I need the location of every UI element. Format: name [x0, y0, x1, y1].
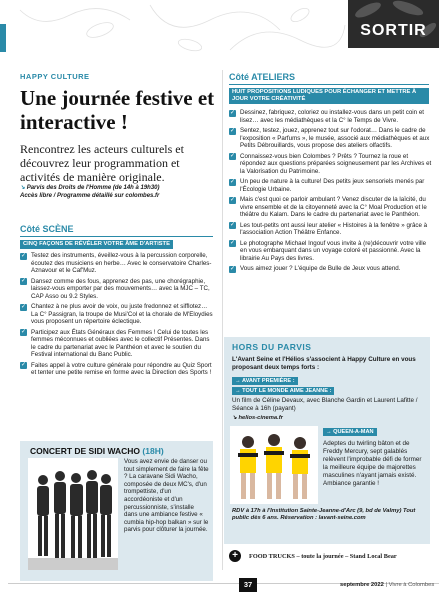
list-item — [229, 196, 432, 219]
check-icon: ✓ — [229, 222, 236, 228]
check-icon: ✓ — [229, 153, 236, 159]
concert-title — [30, 446, 164, 456]
list-item-text: Chantez à ne plus avoir de voix, ou juste fredonnez et sifflotez… La C° Passigran, la troupe de Musi'Col et la chorale de M'Eloydies vous proposent un répertoire éclectique. — [31, 303, 213, 325]
check-icon: ✓ — [229, 196, 236, 203]
section-banner — [348, 0, 439, 48]
list-item — [20, 329, 215, 359]
list-item-text: Faites appel à votre culture générale pour répondre au Quiz Sport et tenter une petite remise en forme avec la Direction des Sports ! — [31, 361, 212, 376]
banner-label: SORTIR — [360, 22, 427, 39]
list-item — [229, 240, 432, 263]
majorettes-photo — [230, 426, 318, 504]
list-item-text: Le photographe Michael Ingouf vous invite à (re)découvrir votre ville en vous embarquant dans un voyage coloré et passionné. Avec la librairie Au Pays des livres. — [240, 239, 427, 262]
list-item-text: Dansez comme des fous, apprenez des pas, une chorégraphie, laissez-vous emporter par des mouvements… avec la MJC – TC, CAP Asso ou 9.2 Styles. — [31, 277, 210, 300]
film-link[interactable]: ↘ helios-cinema.fr — [232, 415, 283, 421]
parvis-title: HORS DU PARVIS — [232, 342, 312, 352]
list-item-text: Les tout-petits ont aussi leur atelier « Histoires à la fenêtre » grâce à l'association Action Théâtre Enfance. — [240, 221, 428, 236]
list-item — [20, 303, 215, 326]
check-icon: ✓ — [20, 303, 27, 310]
concert-title-main: CONCERT DE SIDI WACHO — [30, 446, 141, 456]
list-item — [20, 252, 215, 275]
check-icon: ✓ — [229, 240, 236, 246]
plus-icon: + — [229, 550, 241, 562]
list-item-text: Dessinez, fabriquez, coloriez ou installez-vous dans un petit coin et lisez… avec les médiathèques et la C° le Temps de Vivre. — [240, 109, 425, 124]
list-item — [229, 178, 432, 193]
footer-publication: | Vivre à Colombes — [385, 582, 435, 588]
list-item — [229, 265, 432, 273]
leaf-decoration — [0, 0, 348, 62]
food-trucks-text: FOOD TRUCKS – toute la journée – Stand Local Bear — [249, 552, 397, 560]
event-info-line2: Accès libre / Programme détaillé sur colombes.fr — [20, 192, 160, 199]
list-item-text: Participez aux États Généraux des Femmes ! Celui de toutes les femmes méconnues et oubliées avec le collectif Présentes. Dans le cadre du partenariat avec le Panthéon et avec le soutien du Festival international du Banc Public. — [31, 328, 210, 358]
list-item-text: Connaissez-vous bien Colombes ? Prêts ? Tournez la roue et répondez aux questions préparées soigneusement par les Archives et la Valorisation du Patrimoine. — [240, 152, 432, 175]
divider — [229, 84, 429, 85]
list-item-text: Sentez, testez, jouez, apprenez tout sur l'odorat… Dans le cadre de l'exposition « Parfums », le musée, associé aux médiathèques et aux Petits Débrouillards, vous propose des ateliers olfactifs. — [240, 127, 430, 149]
concert-title-hour: (18H) — [142, 446, 164, 456]
parvis-intro: L'Avant Seine et l'Hélios s'associent à Happy Culture en vous proposant deux temps forts : — [232, 356, 416, 371]
page-number: 37 — [239, 578, 257, 592]
ateliers-title: Côté ATELIERS — [229, 72, 296, 82]
intro-text: Rencontrez les acteurs culturels et découvrez leur programmation et activités de manière originale. — [20, 142, 184, 184]
list-item — [20, 362, 215, 377]
scene-title: Côté SCÈNE — [20, 224, 74, 234]
concert-description: Vous avez envie de danser ou tout simplement de faire la fête ? La caravane Sidi Wacho, composée de deux MC's, d'un trompettiste, d'un accordéoniste et d'un percussionniste, s'installe dans une ambiance festive « cumbia hip-hop balkan » sur le parvis pour clôturer la journée. — [124, 458, 209, 534]
check-icon: ✓ — [20, 329, 27, 335]
film-description: Un film de Céline Devaux, avec Blanche Gardin et Laurent Lafitte / Séance à 16h (payant) — [232, 397, 418, 412]
list-item-text: Un peu de nature à la culture! Des petits jeux sensoriels menés par l'Écologie Urbaine. — [240, 178, 425, 193]
list-item — [229, 127, 432, 150]
event-info — [20, 185, 220, 200]
arrow-icon: ↘ — [20, 185, 26, 191]
tag-queen: → QUEEN-A-MAN — [323, 428, 377, 436]
tag-avant-premiere: → AVANT PREMIÈRE : — [232, 377, 298, 385]
list-item — [229, 109, 432, 124]
food-trucks — [229, 550, 397, 562]
list-item-text: Testez des instruments, éveillez-vous à la percussion corporelle, écoutez des musiciens en herbe… Avec le conservatoire Charles-Aznavour et le Caf'Muz. — [31, 252, 212, 274]
parvis-venue: RDV à 17h à l'Institution Sainte-Jeanne-d'Arc (9, bd de Valmy) Tout public dès 6 ans. Réservation : lavant-seine.com — [232, 508, 416, 522]
list-item — [229, 222, 432, 237]
kicker: HAPPY CULTURE — [20, 72, 90, 81]
scene-subtitle: CINQ FAÇONS DE RÉVÉLER VOTRE ÂME D'ARTISTE — [20, 240, 173, 249]
check-icon: ✓ — [20, 252, 27, 259]
footer-date: septembre 2022 — [340, 582, 384, 588]
ateliers-list — [229, 109, 432, 276]
band-photo — [28, 458, 118, 570]
queen-description: Adeptes du twirling bâton et de Freddy Mercury, sept galablés relèvent l'improbable défi de former la meilleure équipe de majorettes masculines n'ayant jamais existé. Ambiance garantie ! — [323, 440, 422, 487]
check-icon: ✓ — [229, 109, 236, 116]
list-item-text: Mais c'est quoi ce parloir ambulant ? Venez discuter de la laïcité, du vivre ensemble et de la citoyenneté avec la C° Moal Production et le théâtre du Kalam. Dans le cadre du partenariat avec le Panthéon. — [240, 196, 427, 218]
tag-film-title: → TOUT LE MONDE AIME JEANNE : — [232, 387, 334, 395]
page-edge-tab — [0, 24, 6, 52]
list-item-text: Vous aimez jouer ? L'équipe de Bulle de Jeux vous attend. — [240, 265, 401, 272]
footer-text — [340, 582, 434, 588]
scene-list — [20, 252, 215, 380]
ateliers-subtitle: HUIT PROPOSITIONS LUDIQUES POUR ÉCHANGER ET METTRE À JOUR VOTRE CRÉATIVITÉ — [229, 88, 429, 104]
check-icon: ✓ — [229, 265, 236, 272]
list-item — [20, 278, 215, 301]
check-icon: ✓ — [229, 127, 236, 134]
divider — [20, 236, 213, 237]
column-divider — [222, 70, 223, 570]
check-icon: ✓ — [20, 278, 27, 284]
event-info-line1: Parvis des Droits de l'Homme (de 14h à 19h30) — [26, 185, 160, 191]
check-icon: ✓ — [20, 362, 27, 368]
list-item — [229, 153, 432, 176]
page-title: Une journée festive et interactive ! — [20, 86, 215, 134]
check-icon: ✓ — [229, 178, 236, 185]
